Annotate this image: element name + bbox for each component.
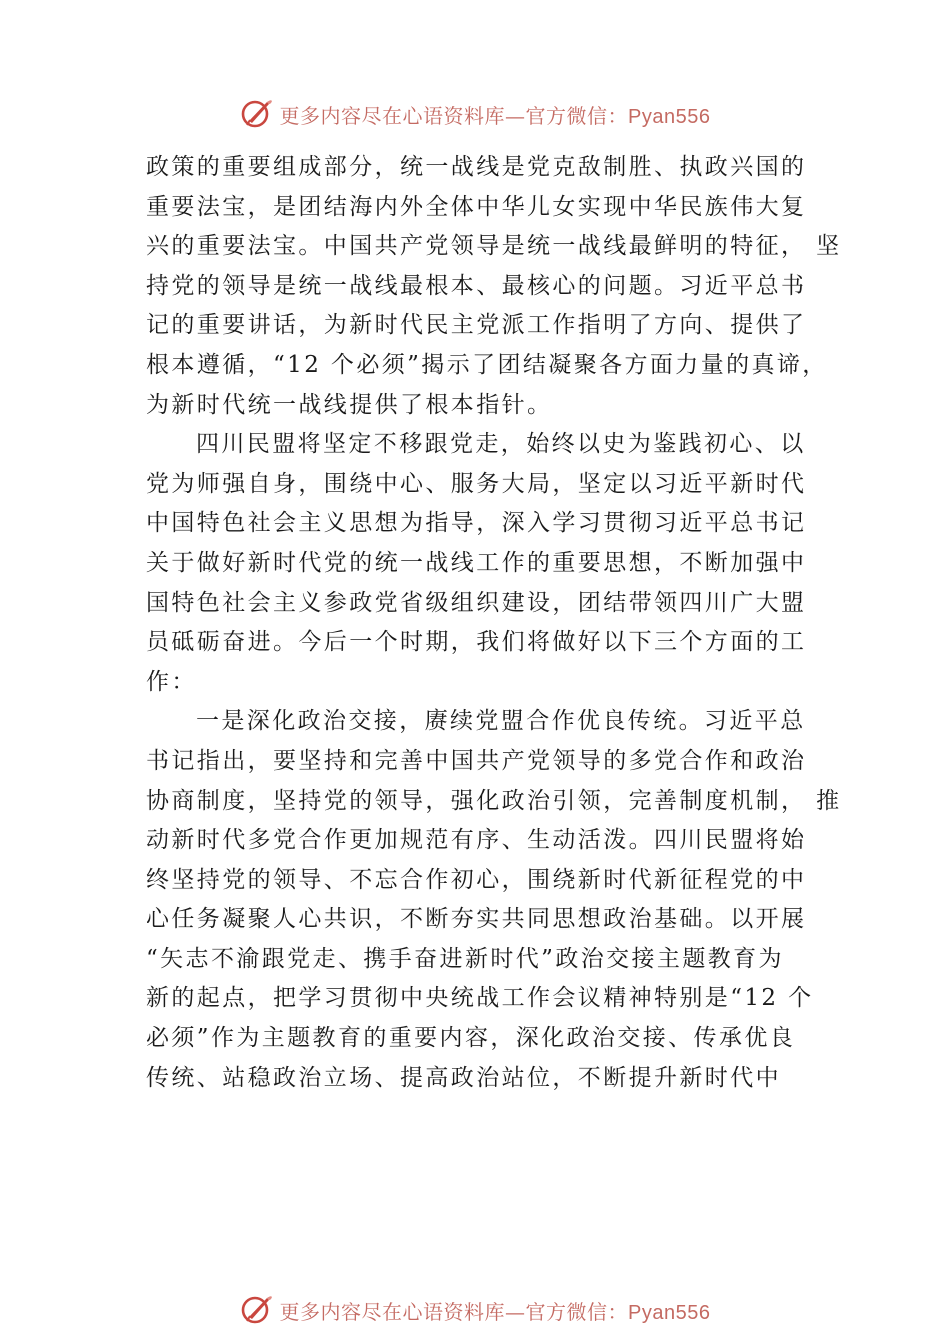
banner-caption: 更多内容尽在心语资料库—官方微信： [279, 103, 629, 128]
text-line: 动新时代多党合作更加规范有序、生动活泼。四川民盟将始 [146, 827, 807, 854]
banner-text [280, 1296, 711, 1325]
text-line: 一是深化政治交接，赓续党盟合作优良传统。习近平总 [196, 708, 806, 735]
text-line: 国特色社会主义参政党省级组织建设，团结带领四川广大盟 [146, 589, 807, 616]
paragraph-1 [146, 148, 842, 425]
text-line: 关于做好新时代党的统一战线工作的重要思想，不断加强中 [146, 549, 807, 576]
quill-logo-icon [240, 1293, 274, 1327]
text-line: 兴的重要法宝。中国共产党领导是统一战线最鲜明的特征， 坚 [146, 233, 842, 260]
text-line: 中国特色社会主义思想为指导，深入学习贯彻习近平总书记 [146, 510, 807, 537]
header-banner [0, 94, 950, 134]
text-line: 党为师强自身，围绕中心、服务大局，坚定以习近平新时代 [146, 470, 807, 497]
banner-handle: Pyan556 [628, 105, 711, 128]
banner-caption: 更多内容尽在心语资料库—官方微信： [279, 1299, 629, 1324]
text-line: 作： [146, 668, 197, 695]
document-body [146, 148, 842, 1098]
text-line: 书记指出，要坚持和完善中国共产党领导的多党合作和政治 [146, 747, 807, 774]
text-line: 协商制度，坚持党的领导，强化政治引领，完善制度机制， 推 [146, 787, 842, 814]
text-line: 心任务凝聚人心共识，不断夯实共同思想政治基础。以开展 [146, 906, 807, 933]
text-line: 政策的重要组成部分，统一战线是党克敌制胜、执政兴国的 [146, 154, 807, 180]
paragraph-3 [146, 702, 842, 1098]
footer-banner [0, 1290, 950, 1330]
text-line: 新的起点，把学习贯彻中央统战工作会议精神特别是“12 个 [146, 985, 814, 1012]
text-line: 为新时代统一战线提供了根本指针。 [146, 391, 553, 418]
text-line: 员砥砺奋进。今后一个时期，我们将做好以下三个方面的工 [146, 629, 807, 656]
banner-text [280, 100, 711, 129]
text-line: 传统、站稳政治立场、提高政治站位，不断提升新时代中 [146, 1064, 781, 1091]
quill-logo-icon [240, 97, 274, 131]
text-line: 重要法宝，是团结海内外全体中华儿女实现中华民族伟大复 [146, 193, 807, 220]
text-line: 四川民盟将坚定不移跟党走，始终以史为鉴践初心、以 [196, 431, 806, 458]
text-line: 持党的领导是统一战线最根本、最核心的问题。习近平总书 [146, 272, 807, 299]
text-line: 根本遵循，“12 个必须”揭示了团结凝聚各方面力量的真谛， [146, 351, 828, 378]
banner-handle: Pyan556 [628, 1301, 711, 1324]
paragraph-2 [146, 425, 826, 702]
text-line: 必须”作为主题教育的重要内容，深化政治交接、传承优良 [146, 1025, 796, 1052]
text-line: “矢志不渝跟党走、携手奋进新时代”政治交接主题教育为 [146, 945, 784, 972]
text-line: 终坚持党的领导、不忘合作初心，围绕新时代新征程党的中 [146, 866, 807, 893]
text-line: 记的重要讲话，为新时代民主党派工作指明了方向、提供了 [146, 312, 807, 339]
